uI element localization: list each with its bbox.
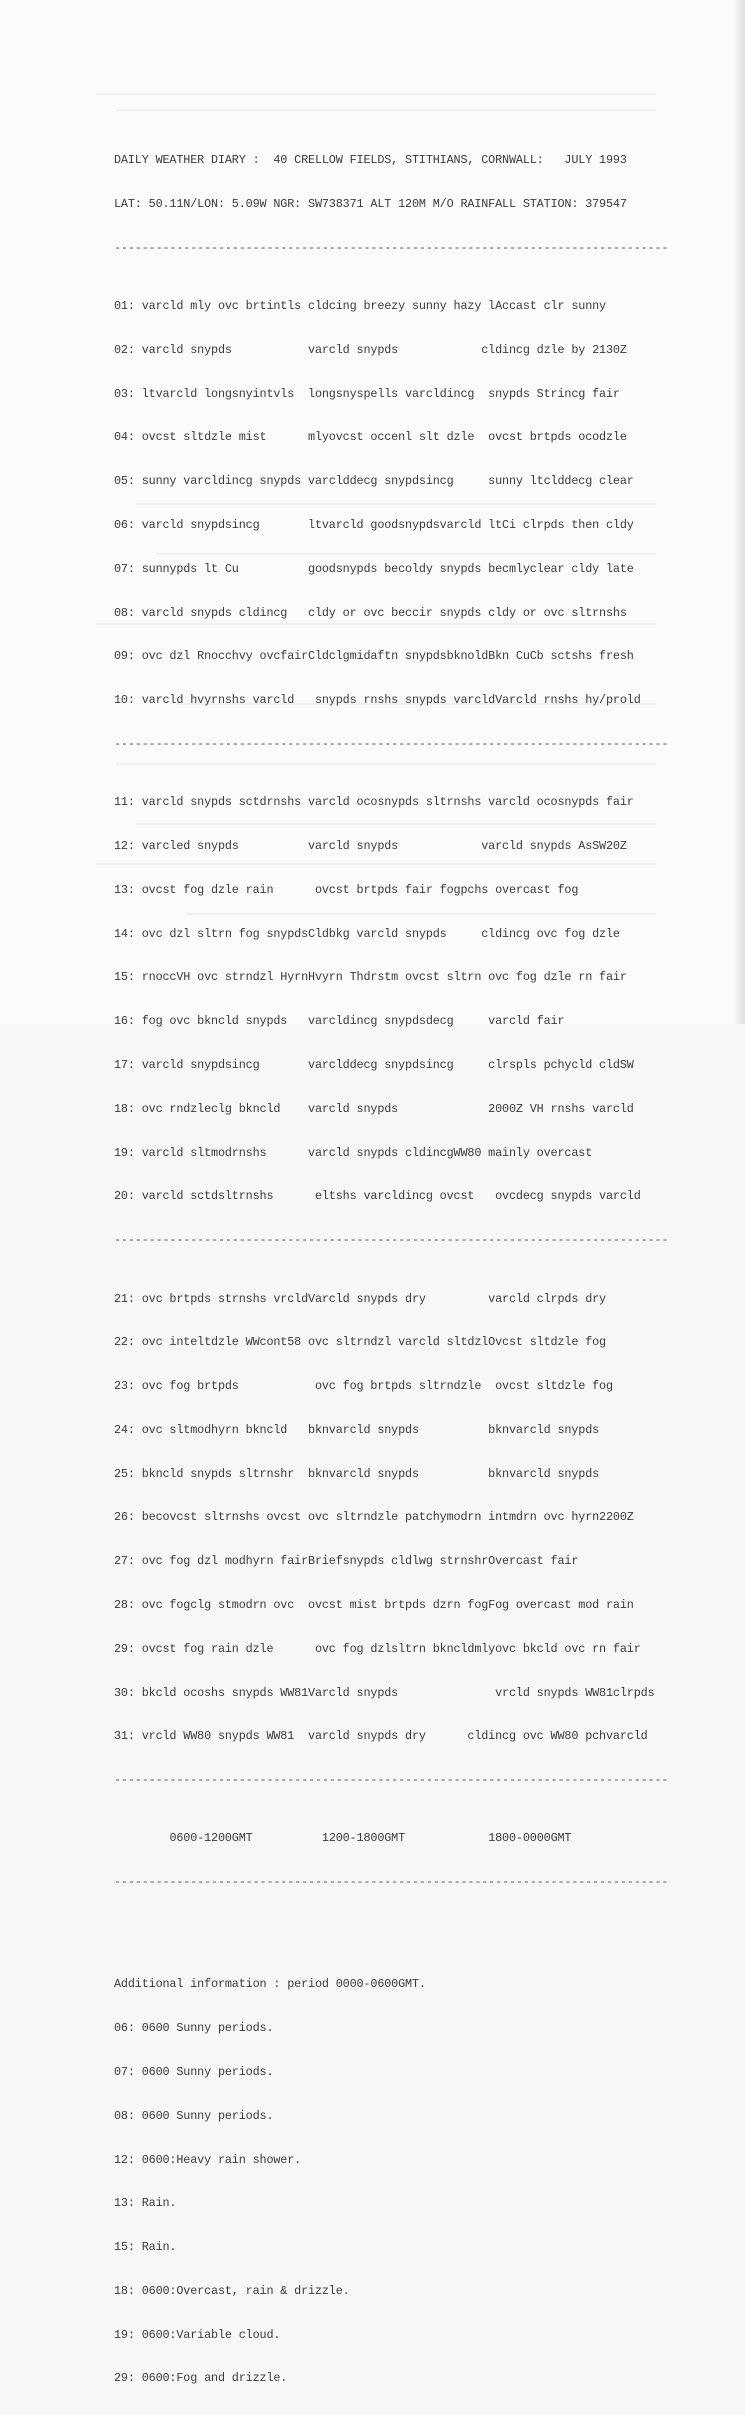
day-row: 07: sunnypds lt Cu goodsnypds becoldy snypds becmlyclear cldy late xyxy=(114,561,634,576)
day-row: 18: ovc rndzleclg bkncld varcld snypds 2000Z VH rnshs varcld xyxy=(114,1101,634,1116)
additional-info-item: 06: 0600 Sunny periods. xyxy=(114,2021,274,2036)
additional-info-item: 07: 0600 Sunny periods. xyxy=(114,2064,274,2079)
day-row: 12: varcled snypds varcld snypds varcld snypds AsSW20Z xyxy=(114,839,627,854)
period-3-label: 1800-0000GMT xyxy=(488,1831,572,1846)
period-headers xyxy=(114,1831,668,1846)
day-row: 17: varcld snypdsincg varclddecg snypdsincg clrspls pchycld cldSW xyxy=(114,1058,634,1072)
day-row: 27: ovc fog dzl modhyrn fairBriefsnypds cldlwg strnshrOvercast fair xyxy=(114,1554,579,1569)
day-row: 23: ovc fog brtpds ovc fog brtpds sltrndzle ovcst sltdzle fog xyxy=(114,1379,613,1394)
day-row: 15: rnoccVH ovc strndzl HyrnHvyrn Thdrstm ovcst sltrn ovc fog dzle rn fair xyxy=(114,970,627,985)
additional-info-item: 12: 0600:Heavy rain shower. xyxy=(114,2152,302,2167)
additional-info-item: 13: Rain. xyxy=(114,2196,177,2211)
weather-diary xyxy=(114,124,668,2415)
additional-info-item: 15: Rain. xyxy=(114,2240,177,2255)
day-row: 05: sunny varcldincg snypds varclddecg snypdsincg sunny ltclddecg clear xyxy=(114,474,634,489)
day-row: 31: vrcld WW80 snypds WW81 varcld snypds dry cldincg ovc WW80 pchvarcld xyxy=(114,1729,648,1744)
day-row: 28: ovc fogclg stmodrn ovc ovcst mist brtpds dzrn fogFog overcast mod rain xyxy=(114,1597,634,1612)
day-row: 13: ovcst fog dzle rain ovcst brtpds fair fogpchs overcast fog xyxy=(114,882,579,897)
additional-info-item: 08: 0600 Sunny periods. xyxy=(114,2108,274,2123)
additional-info-item: 19: 0600:Variable cloud. xyxy=(114,2327,281,2342)
day-row: 04: ovcst sltdzle mist mlyovcst occenl slt dzle ovcst brtpds ocodzle xyxy=(114,430,627,445)
day-row: 26: becovcst sltrnshs ovcst ovc sltrndzle patchymodrn intmdrn ovc hyrn2200Z xyxy=(114,1510,634,1525)
divider: -------------------------------------------------------------------------------- xyxy=(114,736,669,751)
day-row: 02: varcld snypds varcld snypds cldincg dzle by 2130Z xyxy=(114,342,627,357)
day-row: 24: ovc sltmodhyrn bkncld bknvarcld snypds bknvarcld snypds xyxy=(114,1422,600,1437)
diary-title: DAILY WEATHER DIARY : 40 CRELLOW FIELDS, STITHIANS, CORNWALL: JULY 1993 xyxy=(114,153,627,168)
diary-location: LAT: 50.11N/LON: 5.09W NGR: SW738371 ALT 120M M/O RAINFALL STATION: 379547 xyxy=(114,196,627,211)
additional-info-item: 29: 0600:Fog and drizzle. xyxy=(114,2371,288,2386)
divider: -------------------------------------------------------------------------------- xyxy=(114,1233,669,1248)
day-row: 03: ltvarcld longsnyintvls longsnyspells varcldincg snypds Strincg fair xyxy=(114,386,620,401)
day-row: 20: varcld sctdsltrnshs eltshs varcldincg ovcst ovcdecg snypds varcld xyxy=(114,1189,641,1204)
page-edge-shadow xyxy=(733,0,745,1024)
additional-info-item: 18: 0600:Overcast, rain & drizzle. xyxy=(114,2283,350,2298)
additional-info-heading: Additional information : period 0000-0600GMT. xyxy=(114,1977,426,1992)
divider: -------------------------------------------------------------------------------- xyxy=(114,1875,669,1890)
day-row: 14: ovc dzl sltrn fog snypdsCldbkg varcld snypds cldincg ovc fog dzle xyxy=(114,926,620,941)
divider: -------------------------------------------------------------------------------- xyxy=(114,240,669,255)
day-row: 09: ovc dzl Rnocchvy ovcfairCldclgmidaftn snypdsbknoldBkn CuCb sctshs fresh xyxy=(114,649,634,664)
day-row: 08: varcld snypds cldincg cldy or ovc beccir snypds cldy or ovc sltrnshs xyxy=(114,605,627,620)
period-2-label: 1200-1800GMT xyxy=(321,1831,406,1846)
day-row: 29: ovcst fog rain dzle ovc fog dzlsltrn bkncldmlyovc bkcld ovc rn fair xyxy=(114,1641,641,1656)
day-row: 06: varcld snypdsincg ltvarcld goodsnypdsvarcld ltCi clrpds then cldy xyxy=(114,518,634,533)
day-row: 21: ovc brtpds strnshs vrcldVarcld snypds dry varcld clrpds dry xyxy=(114,1291,606,1306)
divider: -------------------------------------------------------------------------------- xyxy=(114,1773,669,1788)
day-row: 25: bkncld snypds sltrnshr bknvarcld snypds bknvarcld snypds xyxy=(114,1466,600,1481)
day-row: 10: varcld hvyrnshs varcld snypds rnshs snypds varcldVarcld rnshs hy/prold xyxy=(114,693,641,708)
day-row: 22: ovc inteltdzle WWcont58 ovc sltrndzl varcld sltdzlOvcst sltdzle fog xyxy=(114,1335,606,1350)
day-row: 19: varcld sltmodrnshs varcld snypds cldincgWW80 mainly overcast xyxy=(114,1145,593,1160)
day-row: 30: bkcld ocoshs snypds WW81Varcld snypds vrcld snypds WW81clrpds xyxy=(114,1685,655,1700)
day-row: 01: varcld mly ovc brtintls cldcing breezy sunny hazy lAccast clr sunny xyxy=(114,299,606,314)
day-row: 11: varcld snypds sctdrnshs varcld ocosnypds sltrnshs varcld ocosnypds fair xyxy=(114,795,634,810)
period-1-label: 0600-1200GMT xyxy=(169,1831,253,1846)
day-row: 16: fog ovc bkncld snypds varcldincg snypdsdecg varcld fair xyxy=(114,1014,565,1029)
